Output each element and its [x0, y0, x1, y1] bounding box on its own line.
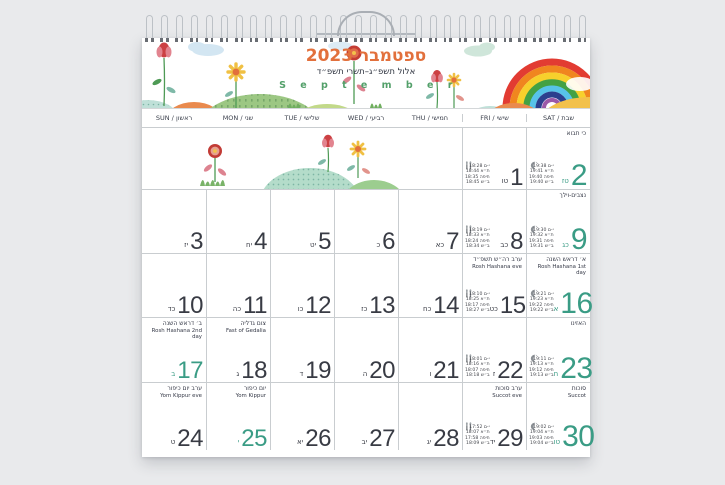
calendar-cell-6: [334, 190, 398, 253]
cell-bottom: [144, 357, 203, 384]
date-group: [500, 228, 523, 255]
time-line: ת״א 18:33: [465, 233, 490, 239]
cell-bottom: [337, 425, 395, 452]
date-number: 27: [369, 425, 395, 452]
date-group: [167, 292, 203, 319]
time-line: י-ם 18:01: [469, 357, 490, 363]
spiral-loop-icon: [176, 15, 183, 42]
day-header-row: [142, 108, 590, 128]
moon-icon: [529, 416, 554, 424]
time-line: ב״ש 19:04: [530, 440, 554, 446]
holiday-label-he: א׳ דראש השנה: [546, 256, 586, 263]
date-number: 13: [369, 292, 395, 319]
cloud-icon: [464, 43, 495, 57]
date-number: 20: [369, 357, 395, 384]
cloud-icon: [501, 50, 531, 66]
date-group: [170, 425, 203, 452]
time-line: ת״א 18:25: [465, 297, 490, 303]
calendar-cell-1: [462, 128, 526, 189]
spiral-loop-icon: [579, 15, 586, 42]
hebrew-date: כט: [489, 305, 498, 313]
cell-bottom: [529, 348, 593, 385]
date-group: [361, 292, 395, 319]
hebrew-date: יט: [310, 241, 317, 249]
hebrew-date: ט: [170, 438, 176, 446]
date-group: [562, 223, 587, 256]
spiral-loop-icon: [250, 15, 257, 42]
time-line: י-ם 19:30: [533, 228, 554, 234]
calendar-cell-26: [270, 383, 334, 450]
date-number: 1: [510, 164, 523, 191]
hebrew-date: כח: [423, 305, 432, 313]
hebrew-date: כד: [167, 305, 176, 313]
cell-bottom: [465, 155, 523, 191]
date-group: [376, 228, 395, 255]
tulip-flower-icon: [152, 43, 177, 107]
date-group: [184, 228, 203, 255]
holiday-label-he: סוכות: [571, 385, 586, 392]
calendar-cell-2: [526, 128, 590, 192]
candle-lighting-times: [465, 348, 490, 378]
holiday-label-he: יום כיפור: [243, 385, 266, 392]
hebrew-date: יא: [297, 438, 304, 446]
spiral-loop-icon: [444, 15, 451, 42]
spiral-loop-icon: [310, 15, 317, 42]
calendar-week-row: [142, 318, 593, 385]
date-number: 9: [570, 223, 587, 256]
calendar-cell-16: [526, 254, 593, 320]
holiday-label-en: Rosh Hashana 2nd day: [151, 328, 202, 340]
hebrew-date: א: [553, 305, 559, 313]
spiral-loop-icon: [489, 15, 496, 42]
hebrew-date: כא: [435, 241, 445, 249]
cell-bottom: [401, 228, 459, 255]
moon-icon: [529, 348, 554, 356]
hebrew-date: ד: [299, 370, 304, 378]
time-line: ת״א 19:23: [529, 297, 554, 303]
calendar-cell-25: [206, 383, 270, 450]
hebrew-date: טו: [553, 438, 561, 446]
date-number: 17: [177, 357, 203, 384]
holiday-label-en: Rosh Hashana 1st day: [537, 264, 586, 276]
calendar-cell-29: [462, 383, 526, 450]
calendar-cell-28: [398, 383, 462, 450]
candles-icon: [465, 283, 490, 291]
time-line: ת״א 18:07: [465, 430, 490, 436]
cell-bottom: [209, 357, 267, 384]
date-number: 11: [243, 292, 267, 319]
candle-lighting-times: [465, 283, 490, 313]
calendar-cell-27: [334, 383, 398, 450]
holiday-label: [529, 320, 586, 327]
time-line: י-ם 18:19: [469, 228, 490, 234]
calendar-cell-10: [142, 254, 206, 317]
time-line: חיפה 18:35: [465, 174, 490, 180]
holiday-label: [144, 385, 202, 399]
date-group: [246, 228, 267, 255]
calendar-week-row: [142, 254, 593, 320]
day-header-mon: MON / שני: [222, 114, 254, 122]
candles-icon: [465, 416, 490, 424]
havdalah-times: [529, 416, 554, 446]
date-group: [553, 352, 593, 385]
spiral-loop-icon: [564, 15, 571, 42]
hebrew-date: יח: [246, 241, 253, 249]
date-number: 18: [241, 357, 267, 384]
time-line: ב״ש 19:22: [530, 307, 554, 313]
spiral-loop-icon: [459, 15, 466, 42]
date-number: 26: [305, 425, 331, 452]
time-line: חיפה 18:17: [465, 302, 490, 308]
holiday-label-en: Fast of Gedalia: [226, 328, 266, 334]
hebrew-date: כ: [376, 241, 381, 249]
date-group: [489, 292, 526, 319]
time-line: ב״ש 18:27: [466, 307, 490, 313]
holiday-label: [529, 192, 586, 199]
holiday-label: [209, 320, 266, 334]
hebrew-date: כה: [232, 305, 242, 313]
date-number: 4: [254, 228, 267, 255]
cell-bottom: [465, 416, 523, 452]
date-number: 16: [560, 287, 593, 320]
date-number: 28: [433, 425, 459, 452]
calendar-cell-3: [142, 190, 206, 253]
calendar-cell-7: [398, 190, 462, 253]
date-group: [553, 287, 593, 320]
cell-bottom: [337, 228, 395, 255]
date-number: 10: [177, 292, 203, 319]
holiday-label-en: Succot eve: [492, 393, 522, 399]
holiday-label: [529, 130, 586, 137]
time-line: י-ם 19:11: [533, 357, 554, 363]
time-line: ת״א 19:04: [529, 430, 554, 436]
spiral-loop-icon: [206, 15, 213, 42]
time-line: חיפה 19:31: [529, 238, 554, 244]
spiral-loop-icon: [280, 15, 287, 42]
cell-bottom: [273, 357, 331, 384]
holiday-label: [144, 320, 202, 340]
spiral-loop-icon: [400, 15, 407, 42]
holiday-label-en: Yom Kippur: [235, 393, 266, 399]
holiday-label-en: Rosh Hashana eve: [472, 264, 522, 270]
date-group: [232, 292, 267, 319]
date-group: [362, 357, 395, 384]
cell-bottom: [144, 228, 203, 255]
havdalah-times: [529, 283, 554, 313]
calendar-week-row: [142, 383, 595, 453]
holiday-label-he: ערב רה״ש תשפ״ד: [473, 256, 522, 263]
calendar-cell-21: [398, 318, 462, 382]
time-line: ב״ש 19:31: [530, 243, 554, 249]
spiral-loop-icon: [504, 15, 511, 42]
holiday-label: [529, 256, 586, 276]
cell-bottom: [144, 425, 203, 452]
holiday-label: [209, 385, 266, 399]
date-group: [236, 357, 267, 384]
hebrew-date: כג: [562, 241, 569, 249]
hills-illustration: [142, 94, 367, 108]
time-line: חיפה 19:22: [529, 302, 554, 308]
cell-bottom: [209, 425, 267, 452]
date-number: 19: [305, 357, 331, 384]
holiday-label-he: ערב יום כיפור: [167, 385, 202, 392]
cell-bottom: [209, 228, 267, 255]
time-line: ת״א 19:32: [529, 233, 554, 239]
page-title: ספטמבר 2023: [305, 46, 427, 66]
time-line: ב״ש 19:13: [530, 372, 554, 378]
cloud-icon: [188, 42, 224, 56]
red-flower-icon: [203, 144, 228, 182]
hebrew-date-range: אלול תשפ״ג–תשרי תשפ״ד: [316, 67, 416, 77]
hebrew-date: ח: [553, 370, 559, 378]
date-group: [429, 357, 459, 384]
calendar-cell-8: [462, 190, 526, 253]
cell-bottom: [465, 219, 523, 255]
cell-bottom: [337, 357, 395, 384]
date-number: 22: [497, 357, 523, 384]
hebrew-date: טז: [561, 177, 569, 185]
time-line: י-ם 18:28: [469, 164, 490, 170]
date-group: [501, 164, 523, 191]
calendar-cell-9: [526, 190, 590, 256]
holiday-label-he: האזינו: [570, 320, 586, 327]
cell-bottom: [401, 425, 459, 452]
hebrew-date: ז: [492, 370, 496, 378]
date-number: 5: [318, 228, 331, 255]
havdalah-times: [529, 155, 554, 185]
cell-bottom: [529, 155, 587, 192]
day-header-sat: SAT / שבת: [526, 114, 590, 122]
time-line: ת״א 19:41: [529, 169, 554, 175]
calendar-week-row: [142, 128, 590, 190]
cell-bottom: [144, 292, 203, 319]
calendar-cell-13: [334, 254, 398, 317]
time-line: ב״ש 18:18: [466, 372, 490, 378]
holiday-label-en: Yom Kippur eve: [160, 393, 202, 399]
grass-icon: [200, 180, 225, 186]
hebrew-date: יז: [184, 241, 189, 249]
cell-bottom: [273, 292, 331, 319]
time-line: ת״א 18:44: [465, 169, 490, 175]
holiday-label-he: ערב סוכות: [495, 385, 522, 392]
hebrew-date: ב: [171, 370, 176, 378]
hebrew-date: כז: [361, 305, 368, 313]
calendar-cell-23: [526, 318, 593, 385]
time-line: ב״ש 18:09: [466, 440, 490, 446]
hebrew-date: ה: [362, 370, 368, 378]
calendar-cell-4: [206, 190, 270, 253]
calendar-page: [142, 38, 595, 457]
spiral-loop-icon: [191, 15, 198, 42]
day-header-wed: WED / רביעי: [347, 114, 385, 122]
time-line: ב״ש 19:40: [530, 179, 554, 185]
holiday-label-en: Succot: [567, 393, 586, 399]
spiral-loop-icon: [534, 15, 541, 42]
spiral-loop-icon: [549, 15, 556, 42]
moon-icon: [529, 155, 554, 163]
hebrew-date: טו: [501, 177, 509, 185]
moon-icon: [529, 283, 554, 291]
cell-bottom: [273, 228, 331, 255]
spiral-loop-icon: [430, 15, 437, 42]
hebrew-date: יב: [361, 438, 368, 446]
holiday-label: [465, 256, 522, 270]
cell-bottom: [401, 357, 459, 384]
cell-bottom: [273, 425, 331, 452]
time-line: י-ם 19:02: [533, 425, 554, 431]
hebrew-date: ו: [429, 370, 432, 378]
hebrew-date: כו: [297, 305, 304, 313]
date-number: 14: [433, 292, 459, 319]
cell-bottom: [529, 416, 595, 453]
calendar-cell-12: [270, 254, 334, 317]
cell-bottom: [529, 283, 593, 320]
date-number: 3: [190, 228, 203, 255]
calendar-cell-15: [462, 254, 526, 317]
date-group: [297, 292, 331, 319]
hebrew-date: ג: [236, 370, 240, 378]
spiral-loop-icon: [265, 15, 272, 42]
spiral-loop-icon: [236, 15, 243, 42]
day-header-thu: THU / חמישי: [411, 114, 449, 122]
hebrew-date: כב: [500, 241, 509, 249]
holiday-label: [529, 385, 586, 399]
moon-icon: [529, 219, 554, 227]
spiral-loop-icon: [146, 15, 153, 42]
spiral-loop-icon: [161, 15, 168, 42]
candle-lighting-times: [465, 219, 490, 249]
candles-icon: [465, 155, 490, 163]
cell-bottom: [209, 292, 267, 319]
date-number: 15: [499, 292, 526, 319]
hebrew-date: יג: [426, 438, 432, 446]
havdalah-times: [529, 348, 554, 378]
calendar-cell-19: [270, 318, 334, 382]
date-number: 2: [570, 159, 587, 192]
month-name-english: S e p t e m b e r: [279, 80, 458, 91]
date-number: 29: [497, 425, 523, 452]
time-line: חיפה 19:12: [529, 367, 554, 373]
date-number: 25: [241, 425, 267, 452]
time-line: ב״ש 18:45: [466, 179, 490, 185]
calendar-cell-24: [142, 383, 206, 450]
holiday-label-he: נצבים-וילך: [559, 192, 586, 199]
hills-illustration: [260, 168, 406, 189]
date-number: 6: [382, 228, 395, 255]
row1-illustration: [142, 128, 462, 189]
calendar-cell-14: [398, 254, 462, 317]
havdalah-times: [529, 219, 554, 249]
time-line: ת״א 18:16: [465, 362, 490, 368]
spiral-loop-icon: [221, 15, 228, 42]
date-group: [489, 425, 523, 452]
date-group: [492, 357, 523, 384]
date-group: [423, 292, 459, 319]
spiral-loop-icon: [519, 15, 526, 42]
date-group: [297, 425, 331, 452]
time-line: ב״ש 18:34: [466, 243, 490, 249]
time-line: י-ם 17:52: [469, 425, 490, 431]
date-group: [561, 159, 587, 192]
time-line: י-ם 19:21: [533, 292, 554, 298]
day-header-tue: TUE / שלישי: [284, 114, 320, 122]
hebrew-date: י: [237, 438, 240, 446]
holiday-label-he: ב׳ דראש השנה: [162, 320, 202, 327]
cell-bottom: [401, 292, 459, 319]
calendar-cell-30: [526, 383, 595, 453]
calendar-cell-5: [270, 190, 334, 253]
calendar-grid: [142, 128, 595, 453]
date-number: 21: [433, 357, 459, 384]
calendar-cell-11: [206, 254, 270, 317]
holiday-label-he: כי תבוא: [566, 130, 586, 137]
candles-icon: [465, 348, 490, 356]
calendar-week-row: [142, 190, 590, 254]
date-group: [171, 357, 203, 384]
hebrew-date: יד: [489, 438, 496, 446]
cell-bottom: [337, 292, 395, 319]
time-line: חיפה 18:07: [465, 367, 490, 373]
candle-lighting-times: [465, 155, 490, 185]
time-line: חיפה 17:58: [465, 435, 490, 441]
date-number: 30: [562, 420, 595, 453]
candle-lighting-times: [465, 416, 490, 446]
tulip-flower-icon: [317, 135, 334, 172]
calendar-cell-22: [462, 318, 526, 382]
date-group: [361, 425, 395, 452]
calendar-cell-17: [142, 318, 206, 382]
date-number: 12: [305, 292, 331, 319]
time-line: חיפה 19:40: [529, 174, 554, 180]
date-group: [310, 228, 331, 255]
candles-icon: [465, 219, 490, 227]
date-number: 23: [560, 352, 593, 385]
time-line: י-ם 19:38: [533, 164, 554, 170]
date-group: [237, 425, 267, 452]
time-line: חיפה 19:03: [529, 435, 554, 441]
date-number: 8: [510, 228, 523, 255]
spiral-loop-icon: [415, 15, 422, 42]
time-line: ת״א 19:13: [529, 362, 554, 368]
time-line: חיפה 18:24: [465, 238, 490, 244]
date-group: [435, 228, 459, 255]
title-block: [274, 47, 458, 91]
sunflower-icon: [346, 142, 371, 178]
date-group: [299, 357, 331, 384]
date-number: 7: [446, 228, 459, 255]
cell-bottom: [529, 219, 587, 256]
spiral-loop-icon: [325, 15, 332, 42]
date-group: [553, 420, 595, 453]
day-header-sun: SUN / ראשון: [155, 114, 193, 122]
spiral-loop-icon: [295, 15, 302, 42]
calendar-cell-18: [206, 318, 270, 382]
date-group: [426, 425, 459, 452]
holiday-label: [465, 385, 522, 399]
spiral-loop-icon: [474, 15, 481, 42]
holiday-label-he: צום גדליה: [240, 320, 266, 327]
time-line: י-ם 18:10: [469, 292, 490, 298]
calendar-cell-20: [334, 318, 398, 382]
date-number: 24: [177, 425, 203, 452]
day-header-fri: FRI / שישי: [462, 114, 526, 122]
cell-bottom: [465, 283, 526, 319]
cell-bottom: [465, 348, 523, 384]
